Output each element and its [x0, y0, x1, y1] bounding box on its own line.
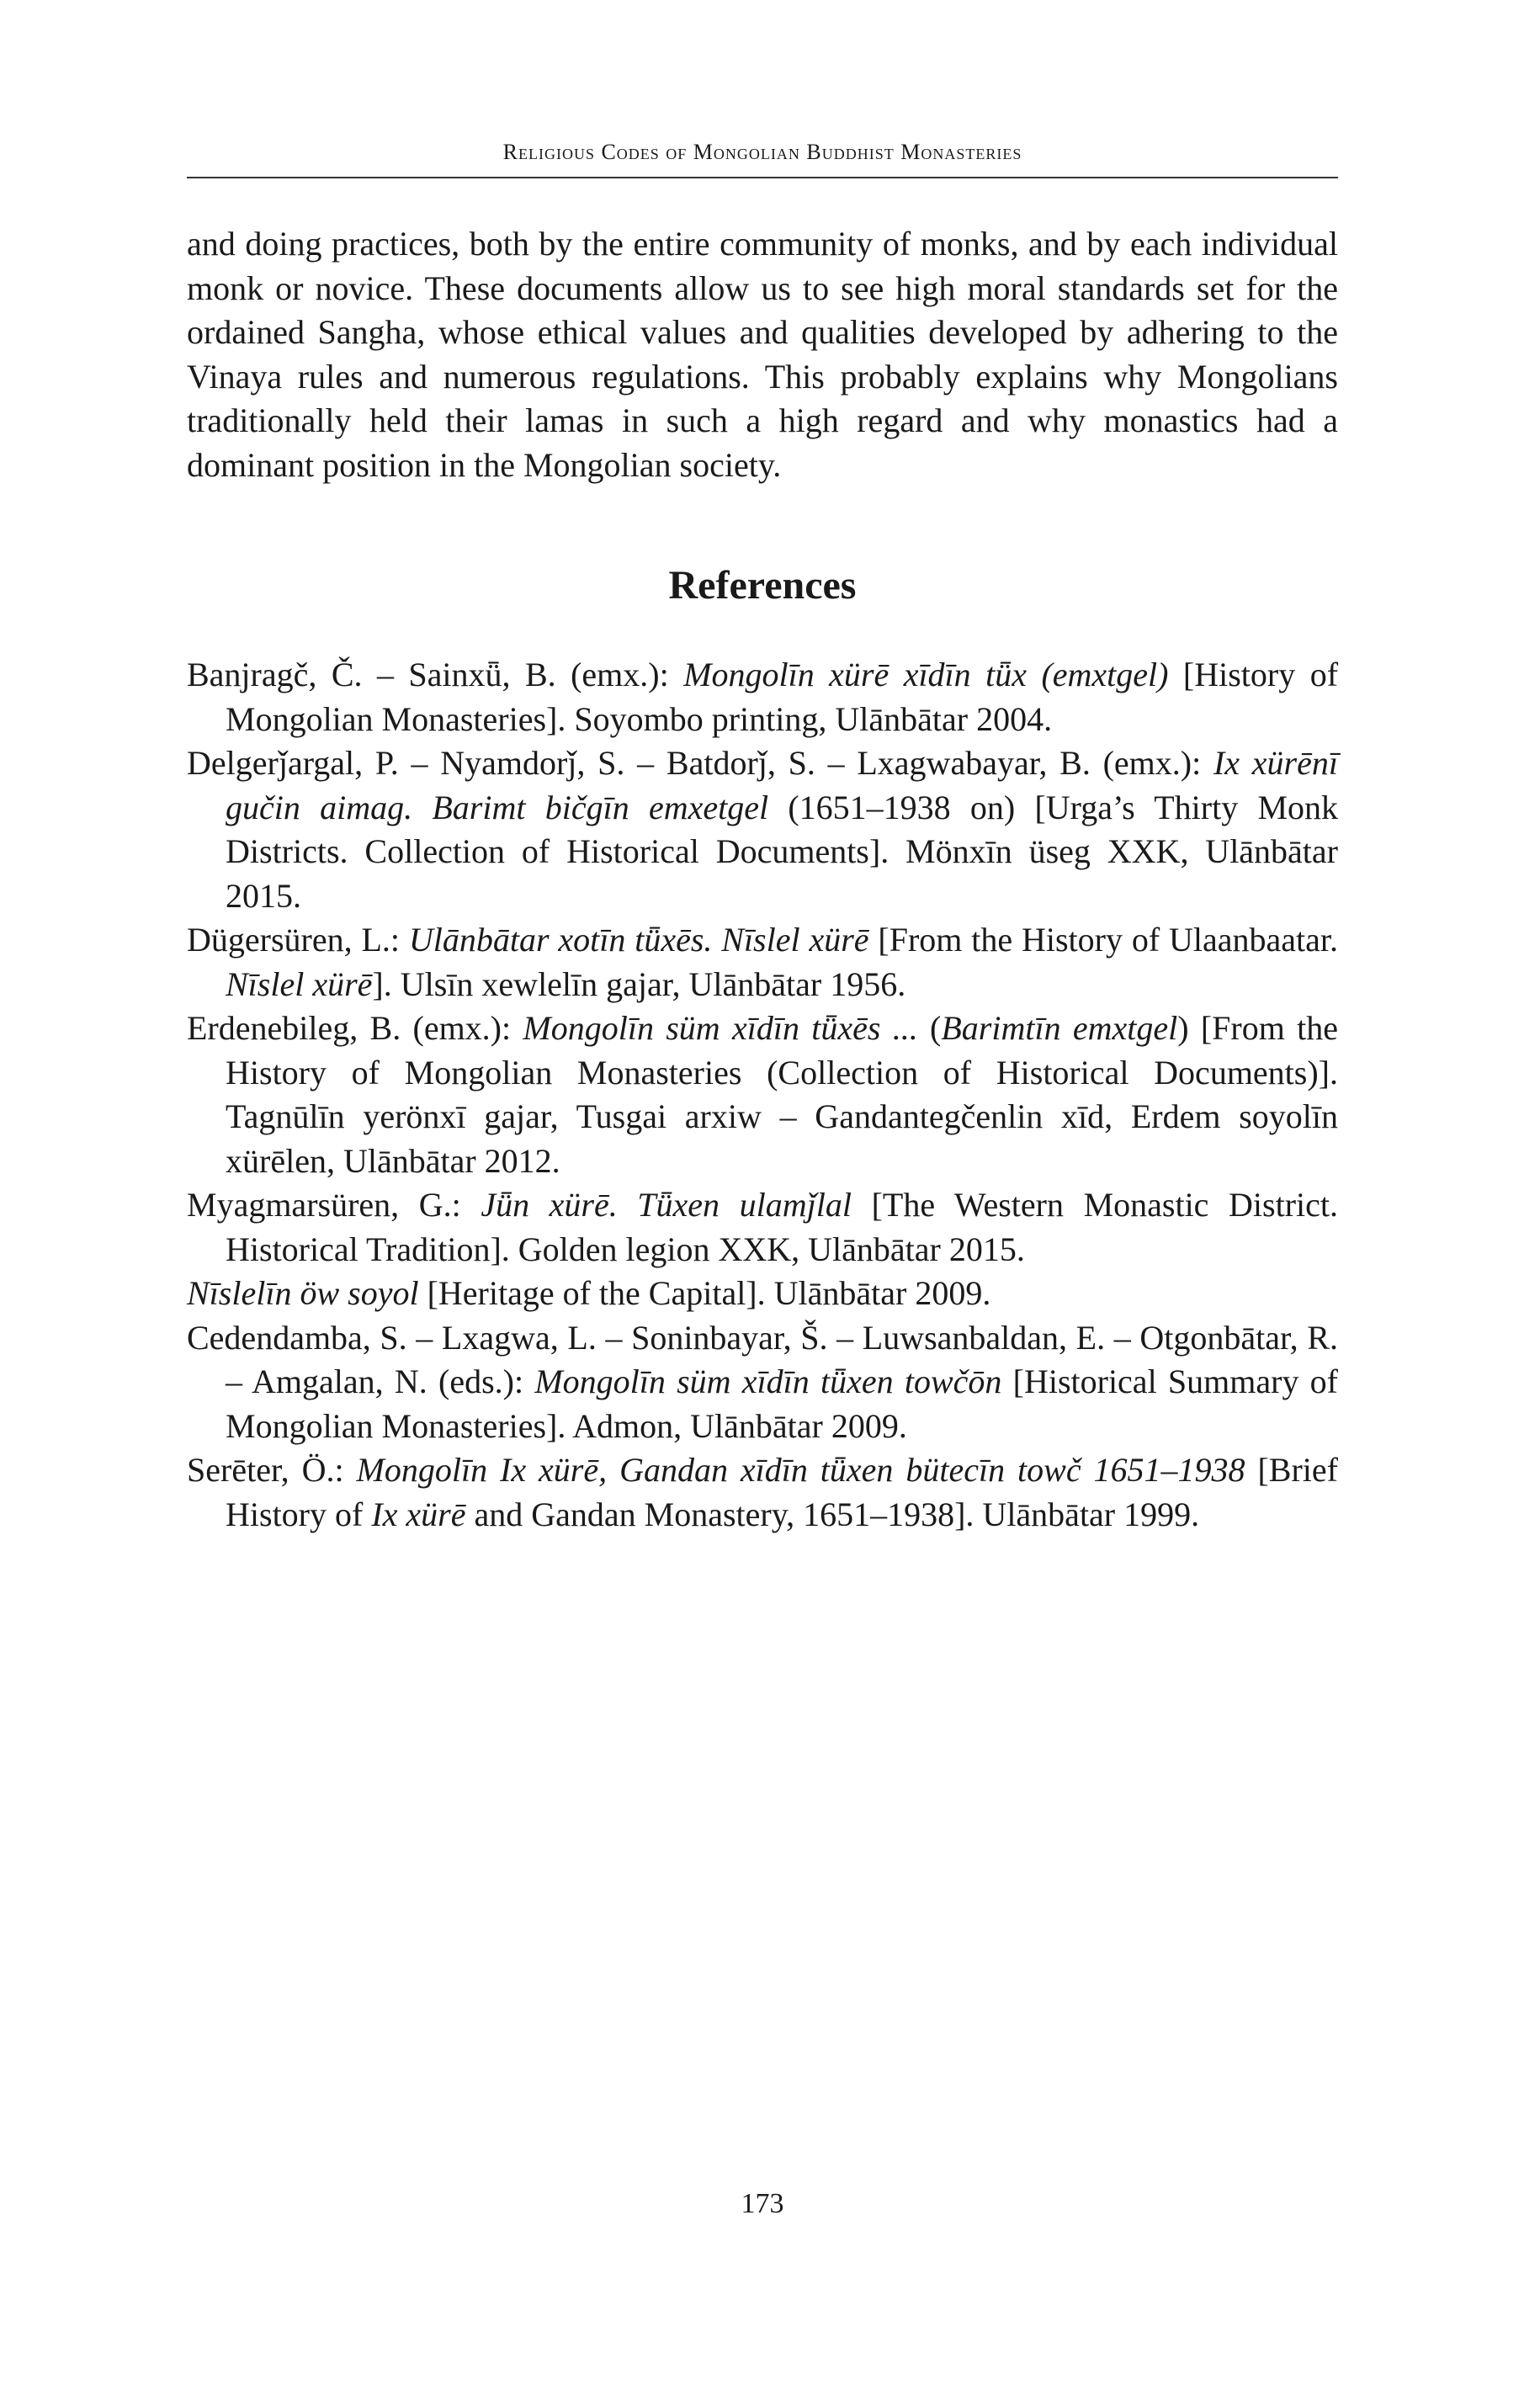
reference-item: Cedendamba, S. – Lxagwa, L. – Soninbayar, Š. – Luwsanbaldan, E. – Otgonbātar, R. – Amgalan, N. (eds.): Mongolīn süm xīdīn tǖxen towčōn [Historical Summary of Mongolian Monasteries]. Admon, Ulānbātar 2009. — [187, 1318, 1339, 1445]
body-paragraph: and doing practices, both by the entire community of monks, and by each individual monk or novice. These documents allow us to see high moral standards set for the ordained Sangha, whose ethical values and qualities developed by adhering to the Vinaya rules and numerous regulations. This probably explains why Mongolians traditionally held their lamas in such a high regard and why monastics had a dominant position in the Mongolian society. — [187, 225, 1338, 484]
reference-item: Nīslelīn öw soyol [Heritage of the Capital]. Ulānbātar 2009. — [187, 1274, 991, 1312]
reference-item: Delgerǰargal, P. – Nyamdorǰ, S. – Batdorǰ, S. – Lxagwabayar, B. (emx.): Ix xürēnī gučin aimag. Barimt bičgīn emxetgel (1651–1938 on) [Urga’s Thirty Monk Districts. Collection of Historical Documents]. Mönxīn üseg XXK, Ulānbātar 2015. — [187, 744, 1339, 915]
reference-item: Dügersüren, L.: Ulānbātar xotīn tǖxēs. Nīslel xürē [From the History of Ulaanbaatar. Nīslel xürē]. Ulsīn xewlelīn gajar, Ulānbātar 1956. — [187, 921, 1338, 1003]
reference-item: Serēter, Ö.: Mongolīn Ix xürē, Gandan xīdīn tǖxen bütecīn towč 1651–1938 [Brief History of Ix xürē and Gandan Monastery, 1651–1938]. Ulānbātar 1999. — [187, 1451, 1338, 1533]
references-list — [187, 653, 1338, 1537]
header-rule — [187, 177, 1338, 178]
reference-item: Myagmarsüren, G.: Jǖn xürē. Tǖxen ulamǰlal [The Western Monastic District. Historical Tradition]. Golden legion XXK, Ulānbātar 2015. — [187, 1186, 1338, 1268]
running-head: Religious Codes of Mongolian Buddhist Monasteries — [502, 140, 1022, 164]
reference-item: Banjragč, Č. – Sainxǖ, B. (emx.): Mongolīn xürē xīdīn tǖx (emxtgel) [History of Mongolian Monasteries]. Soyombo printing, Ulānbātar 2004. — [187, 656, 1339, 738]
reference-item: Erdenebileg, B. (emx.): Mongolīn süm xīdīn tǖxēs ... (Barimtīn emxtgel) [From the History of Mongolian Monasteries (Collection of Historical Documents)]. Tagnūlīn yerönxī gajar, Tusgai arxiw – Gandantegčenlin xīd, Erdem soyolīn xürēlen, Ulānbātar 2012. — [187, 1009, 1338, 1180]
references-heading: References — [668, 563, 857, 608]
page-number: 173 — [741, 2188, 784, 2219]
